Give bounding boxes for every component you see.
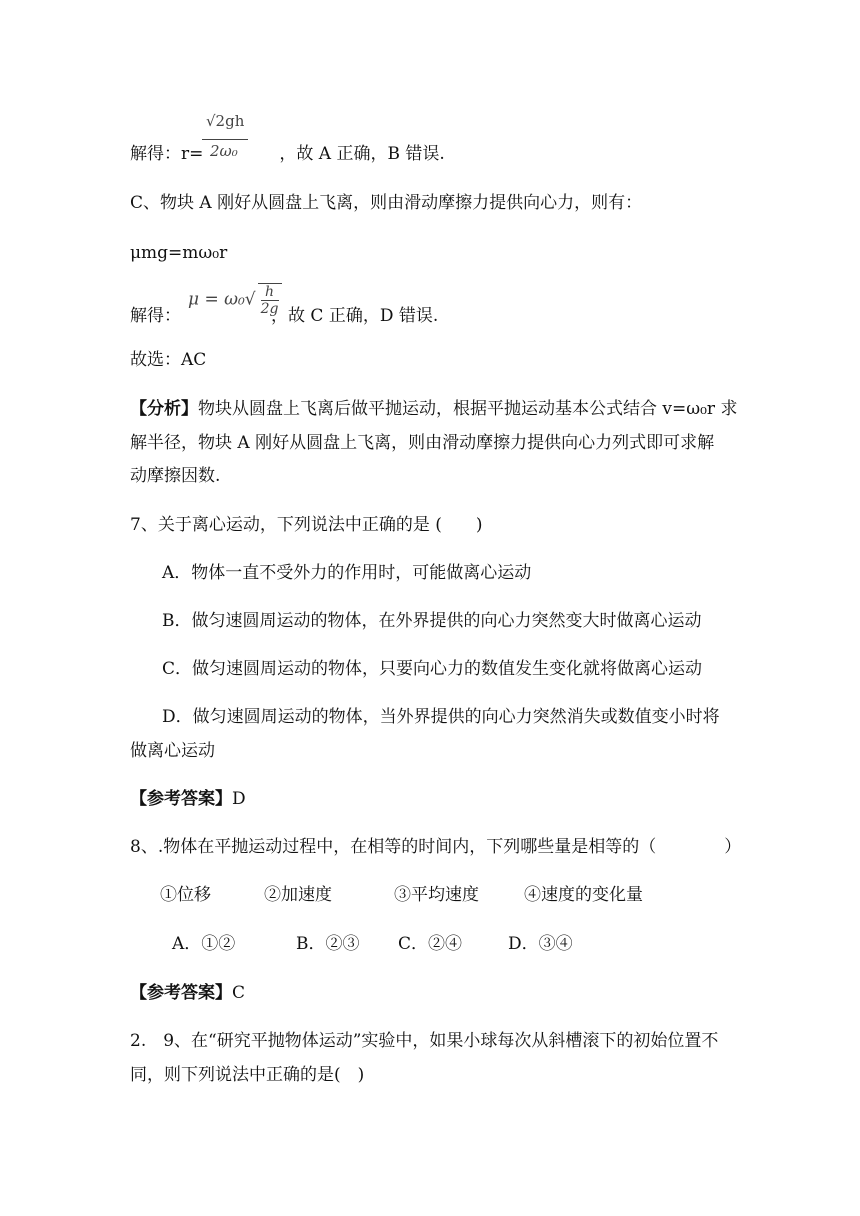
analysis-text-1: 物块从圆盘上飞离后做平抛运动，根据平抛运动基本公式结合 v=ω₀r 求 xyxy=(198,399,738,419)
equation-mu: μmg=mω₀r xyxy=(130,243,228,263)
q8-option-b: B．②③ xyxy=(296,934,360,954)
q8-opt-1: ①位移 xyxy=(160,885,211,905)
q7-option-d-line-1: D．做匀速圆周运动的物体，当外界提供的向心力突然消失或数值变小时将 xyxy=(162,707,720,727)
q7-option-d-line-2: 做离心运动 xyxy=(130,741,215,761)
solve2-suffix: ，故 C 正确，D 错误. xyxy=(271,306,439,326)
solve-line-1 xyxy=(130,142,445,166)
formula-mu-lhs: μ = ω₀ xyxy=(188,289,245,310)
q7-option-c: C．做匀速圆周运动的物体，只要向心力的数值发生变化就将做离心运动 xyxy=(162,659,703,679)
q8-option-c: C．②④ xyxy=(398,934,463,954)
q9-line-1: 2. 9、在“研究平抛物体运动”实验中，如果小球每次从斜槽滚下的初始位置不 xyxy=(130,1031,719,1051)
q8-option-a: A．①② xyxy=(172,934,236,954)
q8-opt-4: ④速度的变化量 xyxy=(524,885,643,905)
formula-numerator: √2gh xyxy=(206,112,245,130)
q7-answer-label: 【参考答案】 xyxy=(130,789,232,809)
q9-line-2: 同，则下列说法中正确的是( ) xyxy=(130,1065,365,1085)
part-c-text: C、物块 A 刚好从圆盘上飞离，则由滑动摩擦力提供向心力，则有： xyxy=(130,193,643,213)
formula-r-fraction xyxy=(200,112,252,166)
solve2-prefix: 解得： xyxy=(130,306,181,326)
analysis-line-2: 解半径，物块 A 刚好从圆盘上飞离，则由滑动摩擦力提供向心力列式即可求解 xyxy=(130,433,715,453)
q8-opt-2: ②加速度 xyxy=(264,885,332,905)
q8-answer xyxy=(130,981,245,1005)
formula-denominator: 2ω₀ xyxy=(210,142,238,160)
q7-option-a: A．物体一直不受外力的作用时，可能做离心运动 xyxy=(162,563,532,583)
solve-suffix: ，故 A 正确，B 错误. xyxy=(279,144,445,164)
q7-answer xyxy=(130,787,246,811)
q8-opt-3: ③平均速度 xyxy=(394,885,479,905)
analysis-line-3: 动摩擦因数. xyxy=(130,466,221,486)
q8-answer-value: C xyxy=(232,983,246,1003)
q7-stem: 7、关于离心运动，下列说法中正确的是 ( ) xyxy=(130,515,483,535)
q8-option-d: D．③④ xyxy=(508,934,573,954)
choose-answer: 故选：AC xyxy=(130,350,207,370)
formula-mu-sqrt xyxy=(258,283,282,317)
solve-line-2 xyxy=(130,304,438,328)
solve-prefix: 解得：r= xyxy=(130,144,204,164)
analysis-line-1 xyxy=(130,397,737,421)
q8-stem: 8、.物体在平抛运动过程中，在相等的时间内，下列哪些量是相等的（ ） xyxy=(130,837,742,857)
q8-answer-label: 【参考答案】 xyxy=(130,983,232,1003)
fraction-bar xyxy=(202,139,248,140)
q7-answer-value: D xyxy=(232,789,246,809)
q7-option-b: B．做匀速圆周运动的物体，在外界提供的向心力突然变大时做离心运动 xyxy=(162,611,702,631)
analysis-label: 【分析】 xyxy=(130,399,198,419)
formula-mu-den: 2g xyxy=(260,301,279,317)
formula-mu-num: h xyxy=(265,284,275,300)
formula-mu: μ = ω₀√ $\frac{h}{2g}$ xyxy=(188,283,282,317)
